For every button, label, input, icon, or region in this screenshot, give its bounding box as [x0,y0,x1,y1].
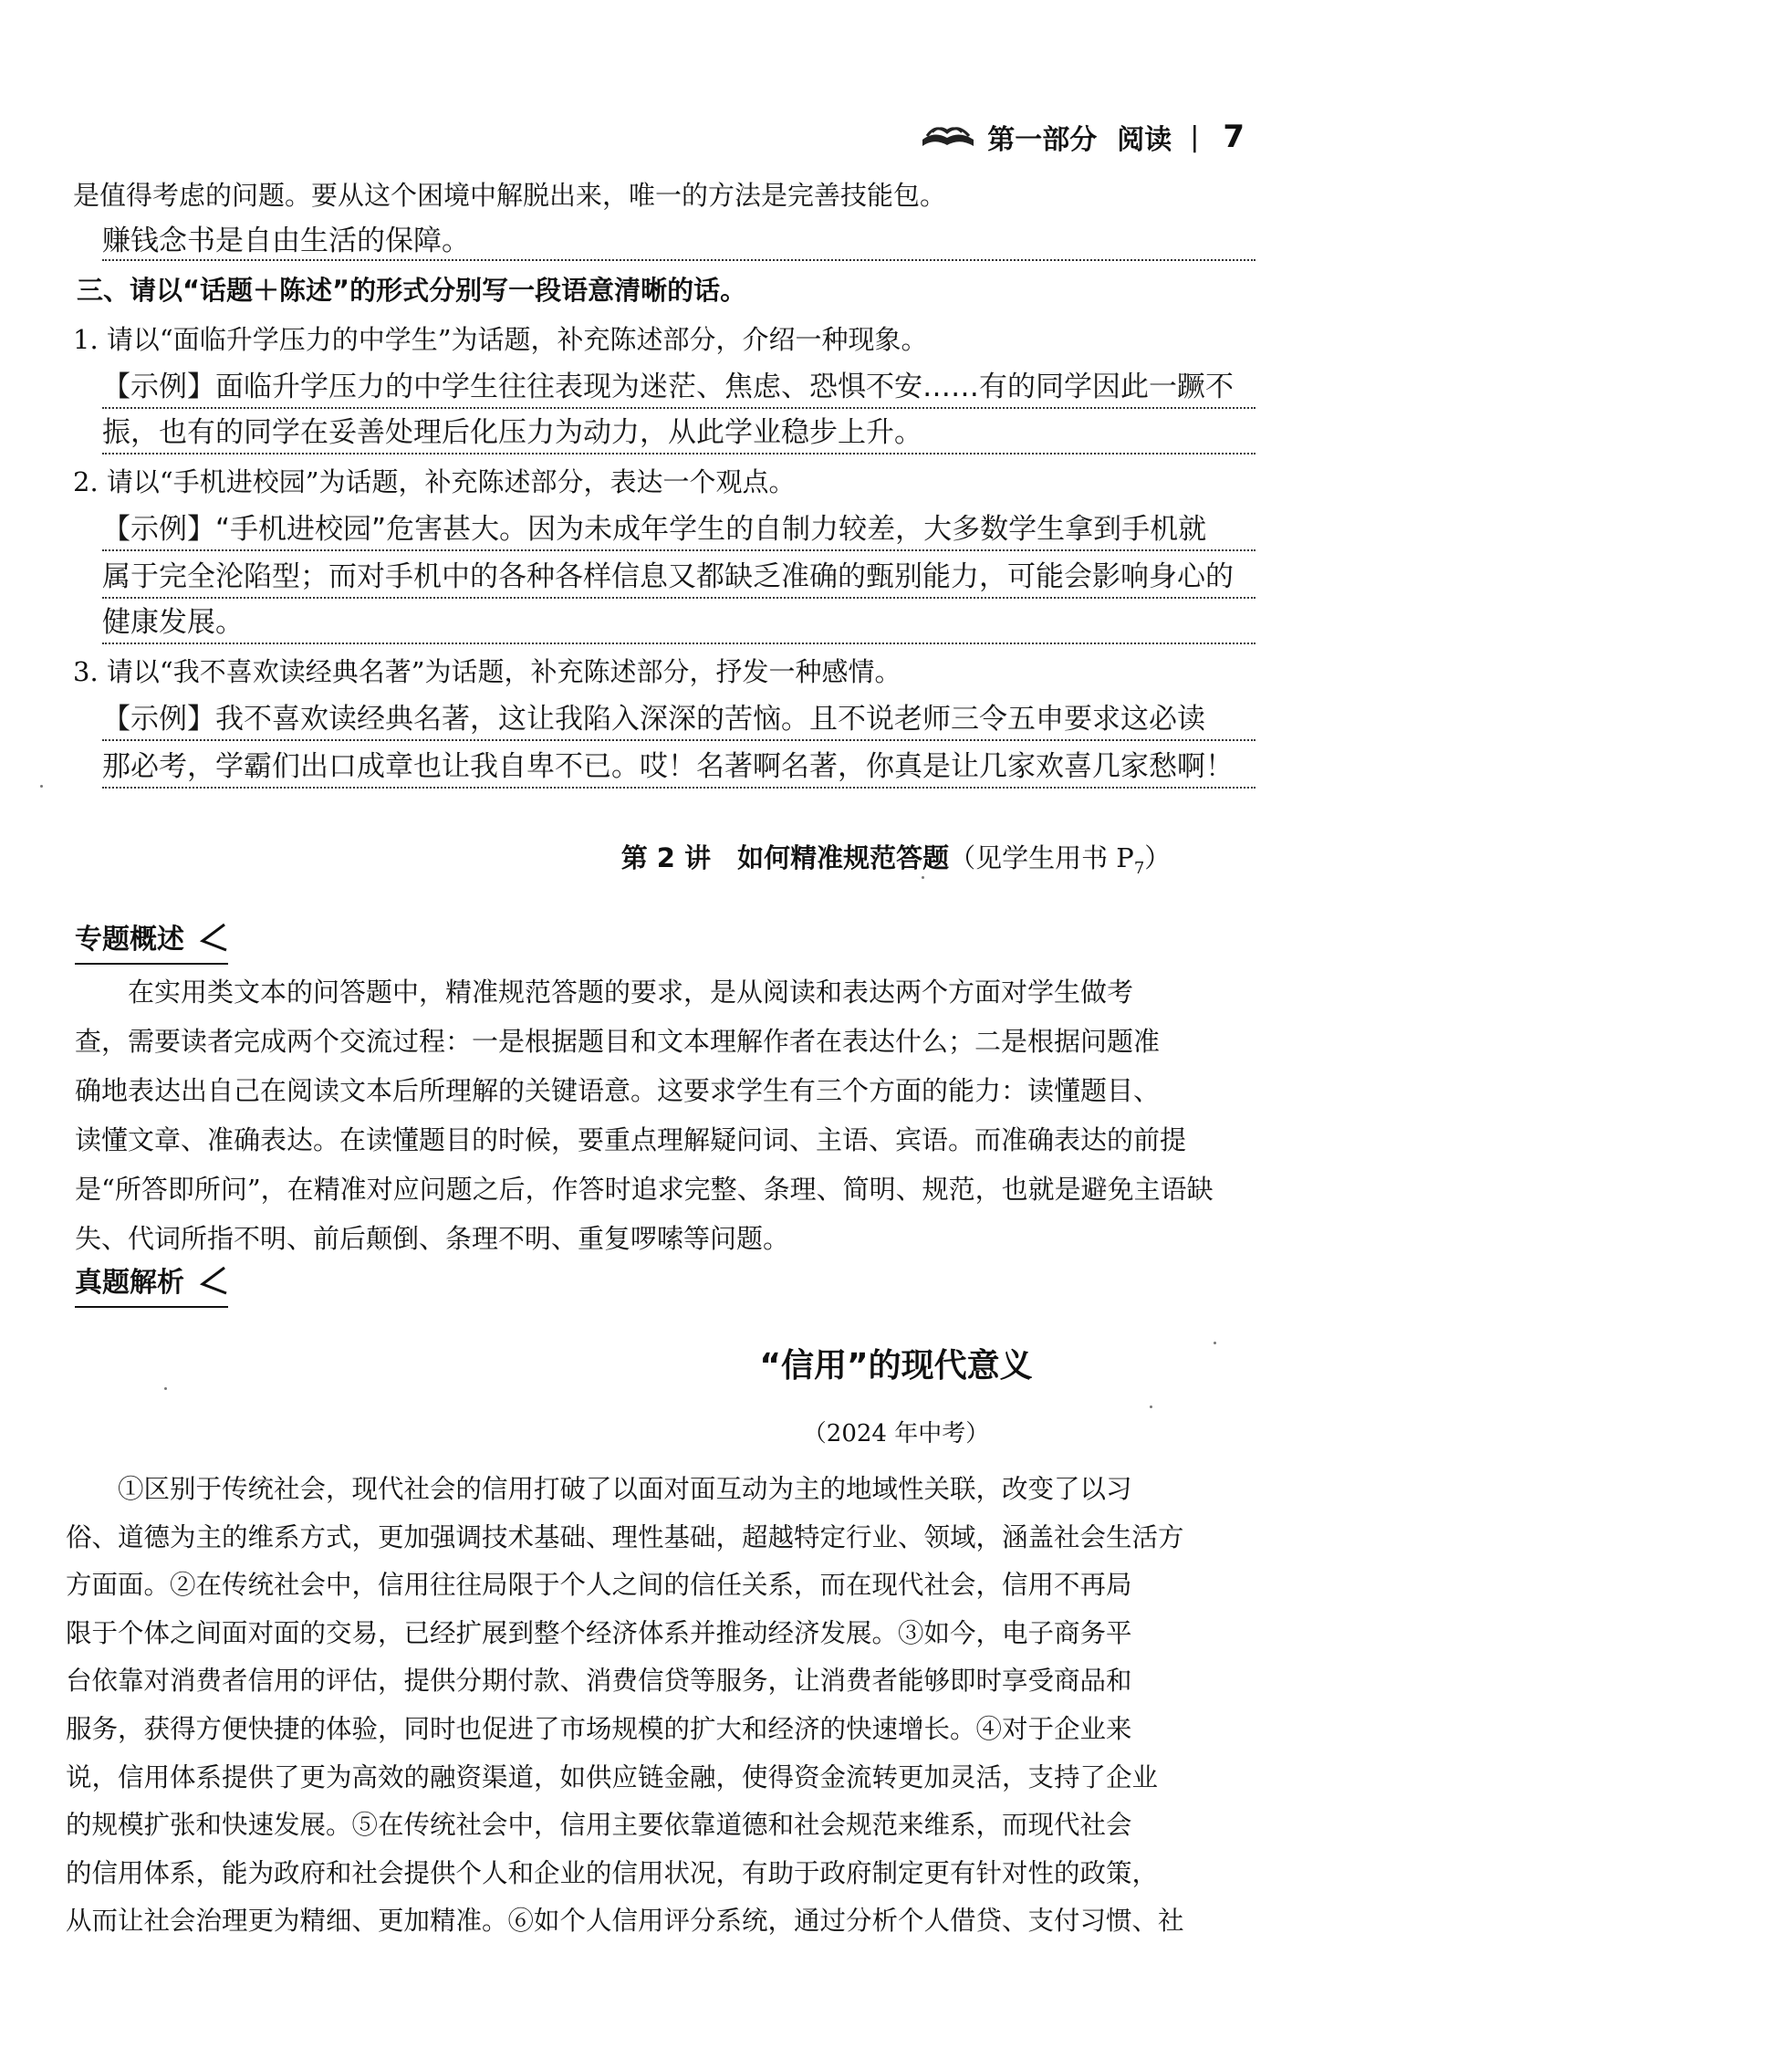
scan-speck [922,876,924,879]
question-heading: 三、请以“话题＋陈述”的形式分别写一段语意清晰的话。 [77,275,747,306]
lecture-title-text: 第 2 讲 如何精准规范答题 [620,842,950,873]
header-separator: | [1190,120,1200,153]
article-line: 服务，获得方便快捷的体验，同时也促进了市场规模的扩大和经济的快速增长。④对于企业来 [66,1713,1132,1744]
question-prompt-2: 2. 请以“手机进校园”为话题，补充陈述部分，表达一个观点。 [73,466,796,497]
lecture-ref: （见学生用书 P [949,842,1134,873]
answer-line: 振，也有的同学在妥善处理后化压力为动力，从此学业稳步上升。 [102,416,922,449]
answer-line: 【示例】我不喜欢读经典名著，这让我陷入深深的苦恼。且不说老师三令五申要求这必读 [102,703,1205,736]
overview-line: 查，需要读者完成两个交流过程：一是根据题目和文本理解作者在表达什么；二是根据问题准 [75,1026,1161,1057]
continuation-text: 是值得考虑的问题。要从这个困境中解脱出来，唯一的方法是完善技能包。 [73,180,947,211]
article-body [66,1466,1252,1946]
overview-heading-text: 专题概述 [75,924,184,956]
overview-line: 是“所答即所问”，在精准对应问题之后，作答时追求完整、条理、简明、规范，也就是避免主语缺 [75,1174,1214,1205]
answer-underline [102,453,1255,455]
scan-speck [164,1387,167,1390]
overview-line: 失、代词所指不明、前后颠倒、条理不明、重复啰嗦等问题。 [75,1223,790,1254]
scan-speck [40,785,43,788]
overview-line: 确地表达出自己在阅读文本后所理解的关键语意。这要求学生有三个方面的能力：读懂题目、 [75,1075,1161,1106]
chevron-left-icon [197,921,228,961]
article-line: 的信用体系，能为政府和社会提供个人和企业的信用状况，有助于政府制定更有针对性的政策， [66,1857,1159,1888]
overview-line: 读懂文章、准确表达。在读懂题目的时候，要重点理解疑问词、主语、宾语。而准确表达的前提 [75,1124,1187,1155]
lecture-ref-sub: 7 [1133,858,1145,878]
answer-line: 【示例】“手机进校园”危害甚大。因为未成年学生的自制力较差，大多数学生拿到手机就 [102,513,1207,546]
answer-line: 健康发展。 [102,606,244,639]
answer-underline [102,787,1255,789]
answer-line: 赚钱念书是自由生活的保障。 [102,225,470,257]
question-prompt-3: 3. 请以“我不喜欢读经典名著”为话题，补充陈述部分，抒发一种感情。 [73,656,901,687]
lecture-title [0,838,1792,878]
answer-underline [102,407,1255,409]
page-header [920,117,1245,157]
answer-underline [102,739,1255,741]
answer-underline [102,549,1255,551]
header-section: 第一部分 [987,124,1098,156]
article-line: 说，信用体系提供了更为高效的融资渠道，如供应链金融，使得资金流转更加灵活，支持了企业 [66,1761,1159,1792]
book-icon [920,118,976,156]
overview-line: 在实用类文本的问答题中，精准规范答题的要求，是从阅读和表达两个方面对学生做考 [128,977,1134,1008]
chevron-left-icon [197,1264,228,1304]
question-prompt-1: 1. 请以“面临升学压力的中学生”为话题，补充陈述部分，介绍一种现象。 [73,324,928,355]
article-line: 从而让社会治理更为精细、更加精准。⑥如个人信用评分系统，通过分析个人借贷、支付习惯、社 [66,1906,1184,1937]
answer-underline [102,643,1255,644]
article-title: “信用”的现代意义 [759,1347,1033,1384]
article-line: 台依靠对消费者信用的评估，提供分期付款、消费信贷等服务，让消费者能够即时享受商品和 [66,1666,1132,1697]
article-line: 俗、道德为主的维系方式，更加强调技术基础、理性基础，超越特定行业、领域，涵盖社会生活方 [66,1521,1184,1552]
article-line: ①区别于传统社会，现代社会的信用打破了以面对面互动为主的地域性关联，改变了以习 [118,1474,1132,1504]
article-line: 限于个体之间面对面的交易，已经扩展到整个经济体系并推动经济发展。③如今，电子商务平 [66,1617,1132,1648]
scan-speck [1214,1342,1216,1344]
overview-heading [75,916,228,965]
header-subsection: 阅读 [1117,124,1172,156]
article-source: （2024 年中考） [802,1420,990,1447]
scan-speck [1150,1405,1152,1408]
lecture-ref-close: ） [1144,842,1172,873]
answer-line: 【示例】面临升学压力的中学生往往表现为迷茫、焦虑、恐惧不安……有的同学因此一蹶不 [102,371,1234,403]
answer-line: 属于完全沦陷型；而对手机中的各种各样信息又都缺乏准确的甄别能力，可能会影响身心的 [102,560,1234,593]
analysis-heading [75,1259,228,1308]
page-number: 7 [1223,119,1245,155]
overview-paragraph [75,967,1261,1263]
analysis-heading-text: 真题解析 [75,1267,184,1299]
article-line: 方面面。②在传统社会中，信用往往局限于个人之间的信任关系，而在现代社会，信用不再局 [66,1570,1132,1601]
answer-underline [102,259,1255,261]
answer-line: 那必考，学霸们出口成章也让我自卑不已。哎！名著啊名著，你真是让几家欢喜几家愁啊！ [102,750,1234,783]
article-line: 的规模扩张和快速发展。⑤在传统社会中，信用主要依靠道德和社会规范来维系，而现代社会 [66,1810,1132,1841]
answer-underline [102,597,1255,599]
